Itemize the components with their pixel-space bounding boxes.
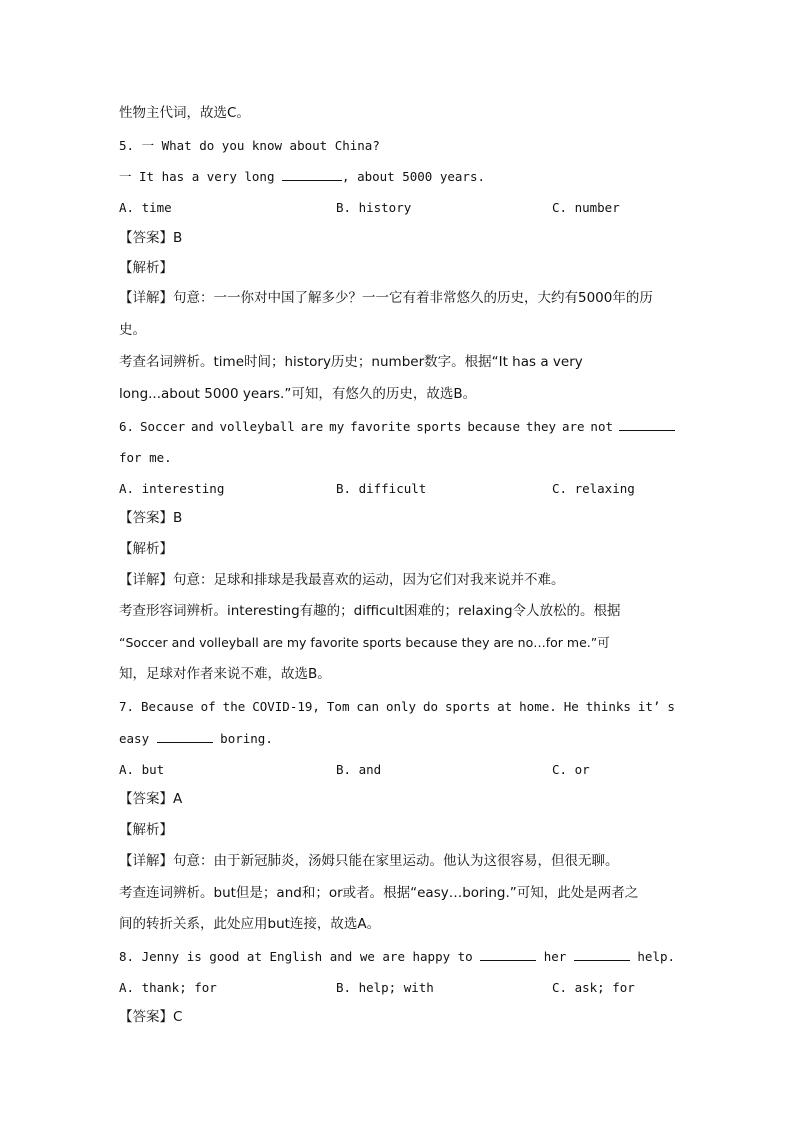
stem-text: her xyxy=(536,949,574,964)
stem-word: only xyxy=(385,699,417,714)
stem-word: Soccer xyxy=(139,419,186,434)
answer-blank xyxy=(619,418,675,431)
option-b: B. and xyxy=(336,762,382,777)
stem-word: 7. xyxy=(119,699,135,714)
option-c: C. number xyxy=(552,200,620,215)
option-b: B. history xyxy=(336,200,412,215)
stem-text: 8. Jenny is good at English and we are happy to xyxy=(119,949,481,964)
detail-text: 考查名词辨析。time时间；history历史；number数字。根据“It has a very xyxy=(119,354,583,370)
stem-word: and xyxy=(191,419,214,434)
detail-text: long...about 5000 years.”可知，有悠久的历史，故选B。 xyxy=(119,386,477,402)
stem-word: sports xyxy=(416,419,462,434)
stem-word: Tom xyxy=(326,699,350,714)
question-5-stem-line2 xyxy=(119,168,675,186)
option-b: B. help; with xyxy=(336,980,434,995)
stem-word: at xyxy=(497,699,513,714)
stem-word: s xyxy=(667,699,675,714)
stem-text: 一 It has a very long xyxy=(119,169,283,184)
stem-text: boring. xyxy=(212,731,273,746)
answer-label: 【答案】C xyxy=(119,1009,183,1025)
stem-word: of xyxy=(200,699,216,714)
stem-text: help. xyxy=(629,949,676,964)
analysis-label: 【解析】 xyxy=(119,260,173,276)
option-a: A. time xyxy=(119,200,172,215)
stem-word: my xyxy=(329,419,345,434)
question-7-stem xyxy=(119,698,675,716)
stem-word: volleyball xyxy=(219,419,295,434)
stem-word: thinks xyxy=(585,699,631,714)
stem-word: not xyxy=(590,419,613,434)
answer-blank xyxy=(282,168,342,181)
text-line: 性物主代词，故选C。 xyxy=(119,105,250,121)
stem-word: He xyxy=(563,699,579,714)
analysis-label: 【解析】 xyxy=(119,541,173,557)
question-8-stem xyxy=(119,948,675,966)
stem-word: Because xyxy=(141,699,194,714)
detail-text: 考查形容词辨析。interesting有趣的；difficult困难的；relaxing令人放松的。根据 xyxy=(119,603,621,619)
stem-word: the xyxy=(222,699,246,714)
answer-label: 【答案】B xyxy=(119,230,183,246)
answer-blank xyxy=(157,730,213,743)
stem-text: easy xyxy=(119,731,157,746)
stem-word: do xyxy=(423,699,439,714)
detail-text: 【详解】句意：一一你对中国了解多少？一一它有着非常悠久的历史，大约有5000年的历 xyxy=(119,290,653,306)
option-c: C. or xyxy=(552,762,590,777)
stem-word: it’ xyxy=(637,699,661,714)
answer-blank xyxy=(480,948,536,961)
option-a: A. thank; for xyxy=(119,980,217,995)
stem-word: can xyxy=(356,699,379,714)
stem-word: COVID-19, xyxy=(252,699,320,714)
answer-blank xyxy=(574,948,630,961)
stem-word: home. xyxy=(519,699,557,714)
detail-text: 间的转折关系，此处应用but连接，故选A。 xyxy=(119,916,381,932)
stem-word: 6. xyxy=(119,419,135,434)
option-c: C. ask; for xyxy=(552,980,635,995)
detail-text: 知，足球对作者来说不难，故选B。 xyxy=(119,666,331,682)
detail-text: 【详解】句意：足球和排球是我最喜欢的运动，因为它们对我来说并不难。 xyxy=(119,572,565,588)
stem-word: sports xyxy=(445,699,491,714)
detail-text: 【详解】句意：由于新冠肺炎，汤姆只能在家里运动。他认为这很容易，但很无聊。 xyxy=(119,853,619,869)
question-6-stem-line2: for me. xyxy=(119,450,172,465)
question-6-stem xyxy=(119,418,675,436)
stem-word: are xyxy=(561,419,585,434)
answer-label: 【答案】A xyxy=(119,791,183,807)
answer-label: 【答案】B xyxy=(119,510,183,526)
detail-text: 史。 xyxy=(119,322,146,338)
analysis-label: 【解析】 xyxy=(119,822,173,838)
question-5-stem: 5. 一 What do you know about China? xyxy=(119,138,380,153)
question-7-stem-line2 xyxy=(119,730,675,748)
stem-word: because xyxy=(467,419,521,434)
option-a: A. interesting xyxy=(119,481,225,496)
option-b: B. difficult xyxy=(336,481,427,496)
stem-word: they xyxy=(525,419,557,434)
option-c: C. relaxing xyxy=(552,481,635,496)
option-a: A. but xyxy=(119,762,165,777)
stem-word: favorite xyxy=(350,419,411,434)
detail-text: 考查连词辨析。but但是；and和；or或者。根据“easy…boring.”可知，此处是两者之 xyxy=(119,885,639,901)
stem-word: are xyxy=(300,419,324,434)
stem-text: , about 5000 years. xyxy=(342,169,486,184)
detail-text: “Soccer and volleyball are my favorite sports because they are no…for me.”可 xyxy=(119,635,610,650)
